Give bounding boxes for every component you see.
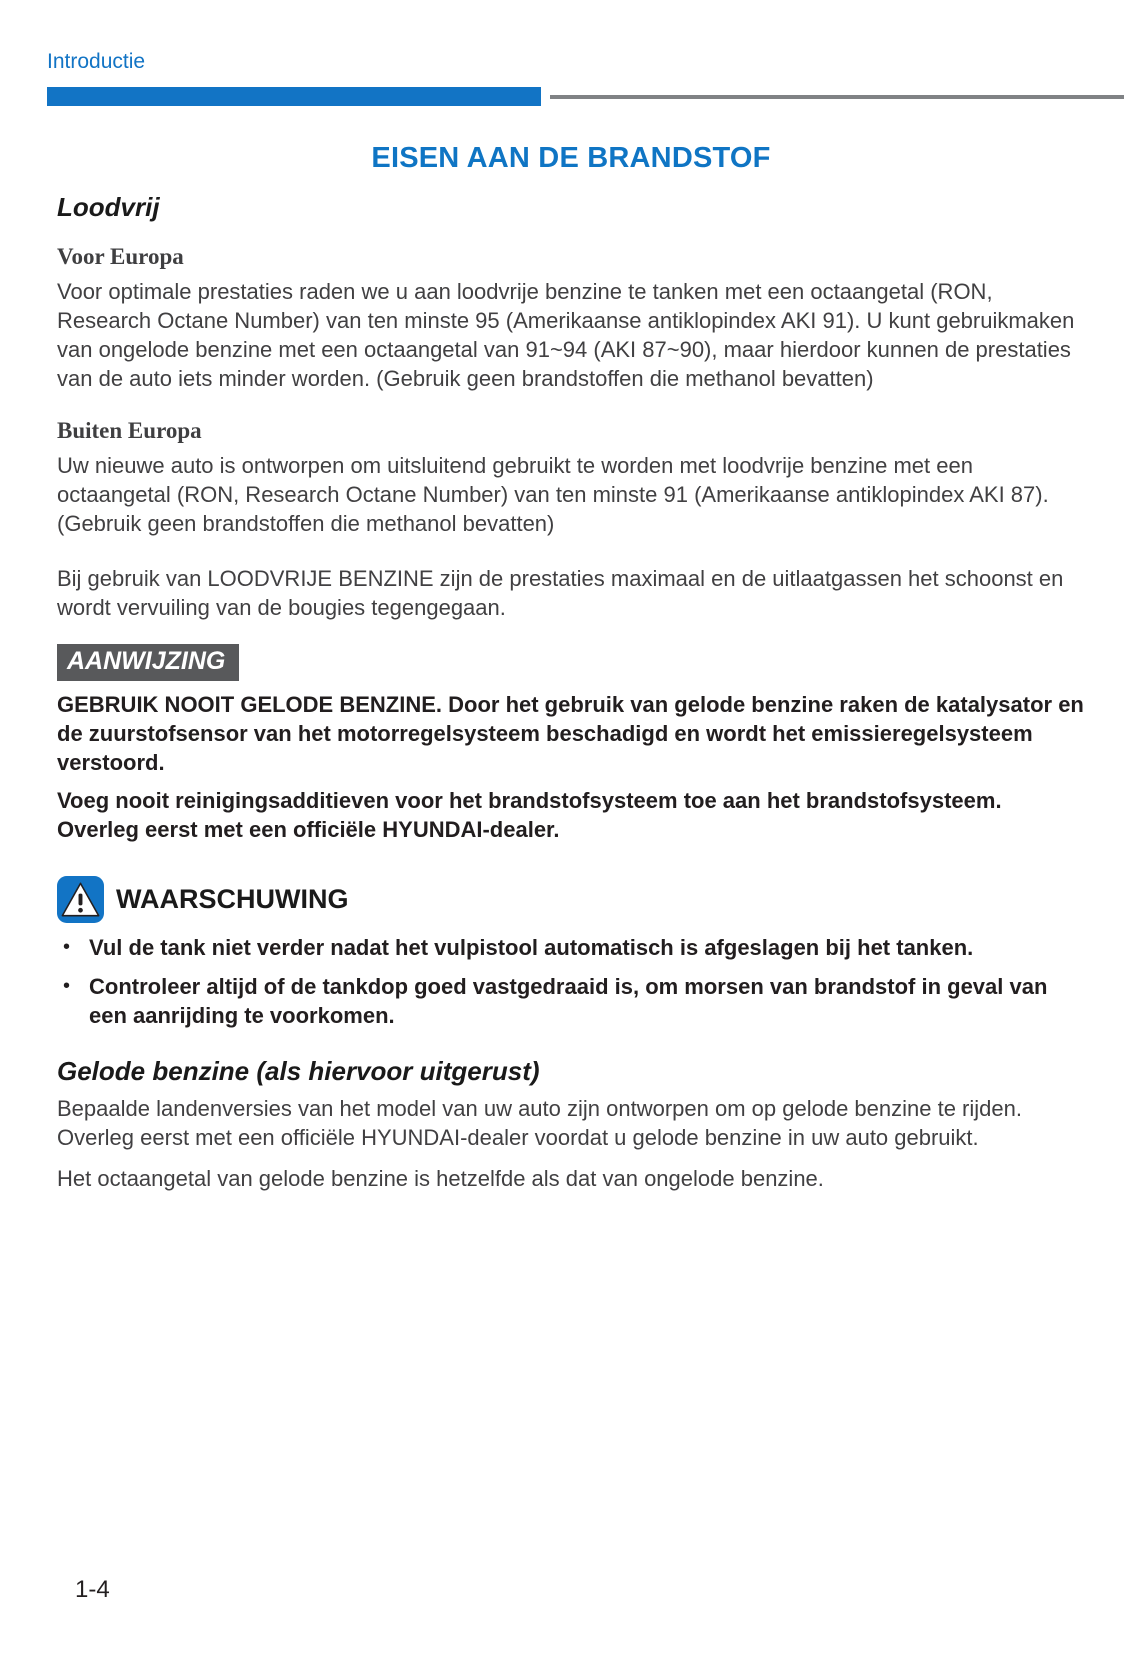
page-number: 1-4 [75, 1576, 110, 1603]
bullet-marker: • [63, 975, 71, 997]
paragraph-loodvrij-benefit: Bij gebruik van LOODVRIJE BENZINE zijn de prestaties maximaal en de uitlaatgassen het schoonst en wordt vervuiling van de bougies tegengegaan. [57, 566, 1064, 620]
header-rule-blue-bar [47, 87, 541, 106]
warning-bullet-text: Vul de tank niet verder nadat het vulpistool automatisch is afgeslagen bij het tanken. [89, 935, 974, 960]
subsection-heading-voor-europa: Voor Europa [57, 244, 184, 269]
subsection-heading-buiten-europa: Buiten Europa [57, 418, 202, 443]
chapter-breadcrumb: Introductie [47, 50, 146, 73]
paragraph-gelode-octaan: Het octaangetal van gelode benzine is hetzelfde als dat van ongelode benzine. [57, 1166, 824, 1191]
warning-header [57, 876, 1085, 923]
paragraph-voor-europa: Voor optimale prestaties raden we u aan loodvrije benzine te tanken met een octaangetal (RON, Research Octane Number) van ten minste 95 (Amerikaanse antiklopindex AKI 91). U kunt gebruikmaken van ongelode benzine met een octaangetal van 91~94 (AKI 87~90), maar hierdoor kunnen de prestaties van de auto iets minder worden. (Gebruik geen brandstoffen die methanol bevatten) [57, 279, 1075, 391]
aanwijzing-badge: AANWIJZING [57, 644, 239, 681]
aanwijzing-paragraph: Voeg nooit reinigingsadditieven voor het brandstofsysteem toe aan het brandstofsysteem. Overleg eerst met een officiële HYUNDAI-dealer. [57, 788, 1002, 842]
bullet-marker: • [63, 936, 71, 958]
aanwijzing-paragraph: GEBRUIK NOOIT GELODE BENZINE. Door het gebruik van gelode benzine raken de katalysator en de zuurstofsensor van het motorregelsysteem beschadigd en wordt het emissieregelsysteem verstoord. [57, 692, 1084, 775]
section-heading-loodvrij: Loodvrij [57, 192, 160, 222]
section-heading-gelode-benzine: Gelode benzine (als hiervoor uitgerust) [57, 1056, 540, 1086]
page-content [0, 142, 1142, 1193]
paragraph-gelode-benzine: Bepaalde landenversies van het model van uw auto zijn ontworpen om op gelode benzine te rijden. Overleg eerst met een officiële HYUNDAI-dealer voordat u gelode benzine in uw auto gebruikt. [57, 1096, 1022, 1150]
page-title: EISEN AAN DE BRANDSTOF [371, 142, 771, 174]
list-item [57, 972, 1085, 1030]
warning-label: WAARSCHUWING [116, 884, 349, 914]
warning-triangle-icon [57, 876, 104, 923]
warning-bullet-text: Controleer altijd of de tankdop goed vastgedraaid is, om morsen van brandstof in geval van een aanrijding te voorkomen. [89, 974, 1048, 1028]
paragraph-buiten-europa: Uw nieuwe auto is ontworpen om uitsluitend gebruikt te worden met loodvrije benzine met een octaangetal (RON, Research Octane Number) van ten minste 91 (Amerikaanse antiklopindex AKI 87). (Gebruik geen brandstoffen die methanol bevatten) [57, 453, 1049, 536]
header-rule [47, 87, 1124, 106]
header-rule-gray-line [550, 95, 1124, 99]
warning-bullet-list [57, 933, 1085, 1030]
list-item [57, 933, 1085, 962]
page-header [0, 0, 1142, 106]
